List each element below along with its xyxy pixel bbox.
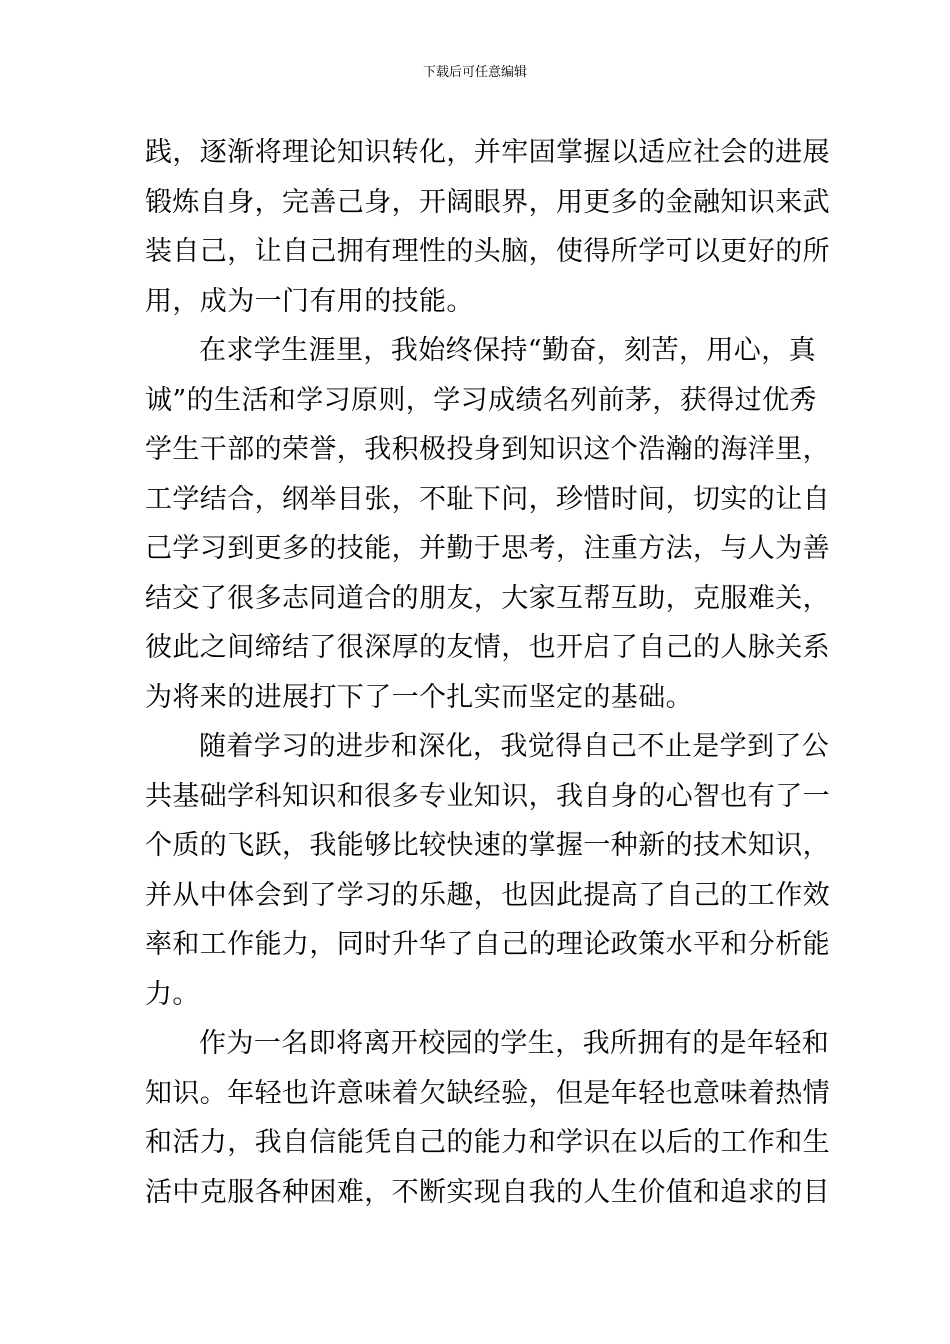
- page-header: 下载后可任意编辑: [422, 65, 527, 80]
- paragraph-first-line: 随着学习的进步和深化，我觉得自己不止是学到了公: [199, 731, 830, 762]
- text-line: 共基础学科知识和很多专业知识，我自身的心智也有了一: [145, 780, 830, 812]
- text-line: 己学习到更多的技能，并勤于思考，注重方法，与人为善: [145, 533, 830, 564]
- text-line: 彼此之间缔结了很深厚的友情，也开启了自己的人脉关系: [145, 632, 830, 663]
- paragraph-first-line: 在求学生涯里，我始终保持“勤奋，刻苦，用心，真: [199, 335, 817, 366]
- text-line: 活中克服各种困难，不断实现自我的人生价值和追求的目: [145, 1176, 830, 1208]
- text-line: 率和工作能力，同时升华了自己的理论政策水平和分析能: [145, 929, 830, 960]
- text-line: 装自己，让自己拥有理性的头脑，使得所学可以更好的所: [145, 236, 830, 267]
- text-line: 锻炼自身，完善己身，开阔眼界，用更多的金融知识来武: [145, 186, 830, 218]
- text-line: 用，成为一门有用的技能。: [145, 285, 474, 317]
- document-body: [145, 128, 830, 1217]
- text-line: 结交了很多志同道合的朋友，大家互帮互助，克服难关，: [145, 582, 830, 614]
- text-line: 为将来的进展打下了一个扎实而坚定的基础。: [145, 681, 693, 713]
- text-line: 力。: [145, 978, 200, 1010]
- text-line: 并从中体会到了学习的乐趣，也因此提高了自己的工作效: [145, 879, 830, 911]
- text-line: 学生干部的荣誉，我积极投身到知识这个浩瀚的海洋里，: [145, 434, 830, 465]
- text-line: 个质的飞跃，我能够比较快速的掌握一种新的技术知识，: [145, 830, 830, 861]
- text-line: 践，逐渐将理论知识转化，并牢固掌握以适应社会的进展: [145, 137, 830, 168]
- text-line: 诚”的生活和学习原则，学习成绩名列前茅，获得过优秀: [145, 384, 817, 416]
- text-line: 知识。年轻也许意味着欠缺经验，但是年轻也意味着热情: [145, 1077, 830, 1109]
- text-line: 工学结合，纲举目张，不耻下问，珍惜时间，切实的让自: [145, 483, 830, 515]
- text-line: 和活力，我自信能凭自己的能力和学识在以后的工作和生: [145, 1127, 830, 1158]
- paragraph-first-line: 作为一名即将离开校园的学生，我所拥有的是年轻和: [199, 1028, 830, 1059]
